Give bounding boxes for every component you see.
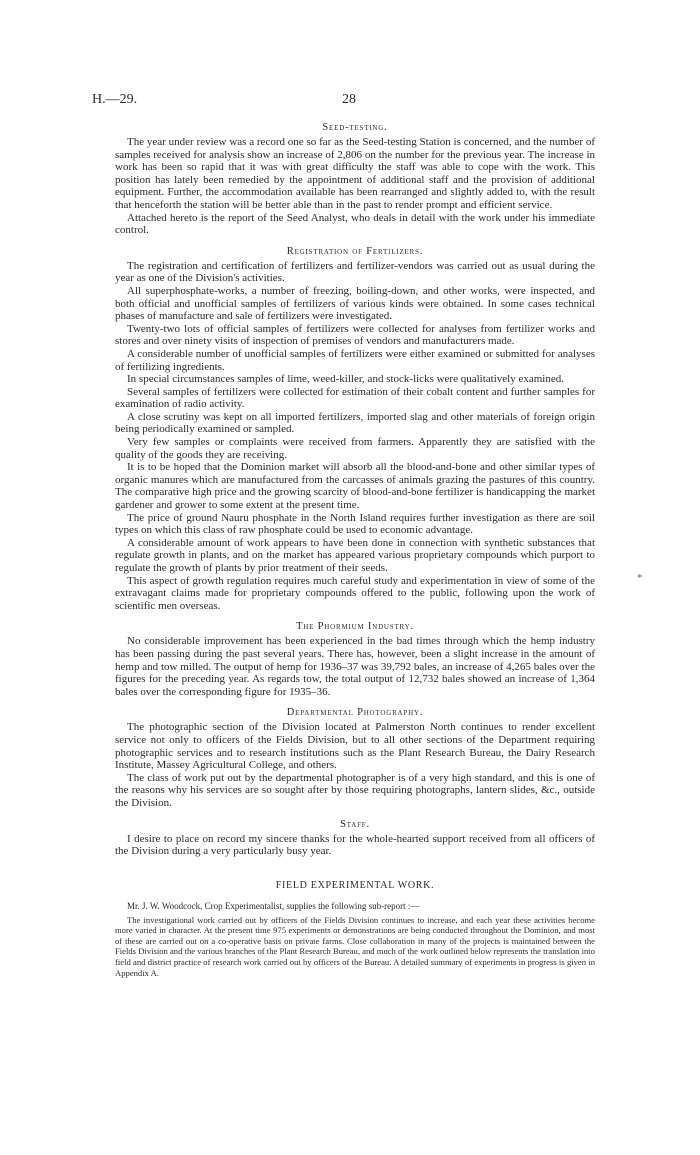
page-number: 28 [342, 92, 356, 107]
paragraph: A considerable number of unofficial samples of fertilizers were either examined or submitted for analyses of fertilizing ingredients. [115, 347, 595, 373]
paragraph: Very few samples or complaints were received from farmers. Apparently they are satisfied with the quality of the goods they are receiving. [115, 436, 595, 461]
page-body [115, 118, 595, 978]
paragraph: I desire to place on record my sincere thanks for the whole-hearted support received from all officers of the Division during a very particularly busy year. [115, 832, 595, 858]
paragraph: The photographic section of the Division located at Palmerston North continues to render excellent service not only to officers of the Fields Division, but to all other sections of the Department requiring photographic services and to research institutions such as the Plant Research Bureau, the Dairy Research Institute, Massey Agricultural College, and others. [115, 721, 595, 772]
document-reference: H.—29. [92, 92, 138, 107]
paragraph: No considerable improvement has been experienced in the bad times through which the hemp industry has been passing during the past several years. There has, however, been a slight increase in the amount of hemp and tow milled. The output of hemp for 1936–37 was 39,792 bales, an increase of 4,265 bales over the figures for the preceding year. As regards tow, the total output of 12,732 bales showed an increase of 1,364 bales over the corresponding figure for 1935–36. [115, 635, 595, 698]
paragraph: Twenty-two lots of official samples of fertilizers were collected for analyses from fertilizer works and stores and over ninety visits of inspection of premises of vendors and manufacturers made. [115, 322, 595, 348]
sub-report-paragraph: The investigational work carried out by officers of the Fields Division continues to increase, and each year these activities become more varied in character. At the present time 975 experiments or demonstrations are being conducted throughout the Dominion, and most of these are carried out on a co-operative basis on private farms. Close collaboration in many of the projects is maintained between the Fields Division and the various branches of the Plant Research Bureau, and much of the work outlined below represents the translation into field and district practice of research work carried out by officers of the Bureau. A detailed summary of experiments in progress is given in Appendix A. [115, 914, 595, 978]
paragraph: The year under review was a record one so far as the Seed-testing Station is concerned, and the number of samples received for analysis show an increase of 2,806 on the number for the previous year. The increase in work has been so rapid that it was with great difficulty the staff was able to cope with the work. This position has lately been remedied by the appointment of additional staff and the provision of additional equipment. Further, the accommodation available has been rearranged and slightly added to, with the result that henceforth the station will be better able than in the past to render prompt and efficient service. [115, 136, 595, 211]
paragraph: All superphosphate-works, a number of freezing, boiling-down, and other works, were inspected, and both official and unofficial samples of fertilizers of various kinds were obtained. In some cases technical phases of manufacture and sale of fertilizers were investigated. [115, 284, 595, 323]
field-experimental-heading: FIELD EXPERIMENTAL WORK. [275, 879, 435, 891]
paragraph: The registration and certification of fertilizers and fertilizer-vendors was carried out as usual during the year as one of the Division's activities. [115, 259, 595, 285]
paragraph: A considerable amount of work appears to have been done in connection with synthetic substances that regulate growth in plants, and on the market has appeared various proprietary compounds which purport to regulate the growth of plants by prior treatment of their seeds. [115, 536, 595, 574]
paragraph: It is to be hoped that the Dominion market will absorb all the blood-and-bone and other similar types of organic manures which are manufactured from the carcasses of animals grazing the pastures of this country. The comparative high price and the growing scarcity of blood-and-bone fertilizer is handicapping the market gardener and grower to some extent at the present time. [115, 461, 595, 512]
paragraph: The class of work put out by the departmental photographer is of a very high standard, and this is one of the reasons why his services are so sought after by those requiring photographs, lantern slides, &c., outside the Division. [115, 771, 595, 809]
paragraph: This aspect of growth regulation requires much careful study and experimentation in view of some of the extravagant claims made for proprietary compounds offered to the public, following upon the work of scientific men overseas. [115, 574, 595, 612]
section-heading: Staff. [340, 818, 370, 830]
paragraph: Several samples of fertilizers were collected for estimation of their cobalt content and further samples for examination of radio activity. [115, 385, 595, 411]
section-heading: Registration of Fertilizers. [286, 245, 424, 257]
paragraph: Attached hereto is the report of the Seed Analyst, who deals in detail with the work under his immediate control. [115, 211, 595, 237]
paragraph: A close scrutiny was kept on all imported fertilizers, imported slag and other materials of foreign origin being periodically examined or sampled. [115, 410, 595, 436]
page-header [92, 92, 612, 112]
section-heading: Seed-testing. [322, 122, 388, 133]
paragraph: The price of ground Nauru phosphate in the North Island requires further investigation as there are soil types on which this class of raw phosphate could be used to economic advantage. [115, 511, 595, 537]
paragraph: In special circumstances samples of lime, weed-killer, and stock-licks were qualitatively examined. [127, 373, 564, 386]
section-heading: Departmental Photography. [286, 707, 424, 719]
margin-mark: * [637, 572, 643, 584]
sub-report-intro: Mr. J. W. Woodcock, Crop Experimentalist, supplies the following sub-report :— [127, 900, 420, 911]
section-heading: The Phormium Industry. [296, 621, 414, 633]
